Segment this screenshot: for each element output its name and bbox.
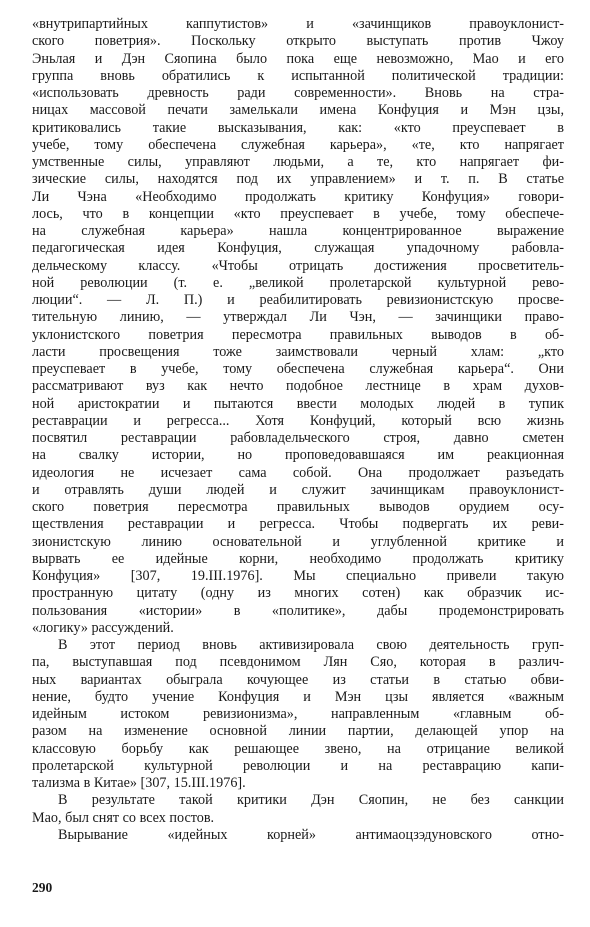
text-line: ществления реставрации и регресса. Чтобы подвергать их реви- xyxy=(32,516,564,533)
paragraph-4 xyxy=(32,827,564,844)
text-line: ной революции (т. е. „великой пролетарской культурной рево- xyxy=(32,274,564,291)
text-line: ласти просвещения тоже заимствовали черный хлам: „кто xyxy=(32,343,564,360)
text-line: и отравлять души людей и служит зачинщикам правоуклонист- xyxy=(32,481,564,498)
text-line: рассматривают вуз как нечто подобное лестнице в храм духов- xyxy=(32,378,564,395)
text-line: идеология не исчезает сама собой. Она продолжает разъедать xyxy=(32,464,564,481)
text-line: на свалку истории, но проповедовавшаяся им реакционная xyxy=(32,447,564,464)
text-line: тительную линию, — утверждал Ли Чэн, — зачинщики право- xyxy=(32,309,564,326)
text-line: группа вновь обратились к испытанной политической традиции: xyxy=(32,67,564,84)
text-line: нение, будто учение Конфуция и Мэн цзы является «важным xyxy=(32,688,564,705)
paragraph-3 xyxy=(32,792,564,827)
text-line: идейным истоком ревизионизма», направленным «главным об- xyxy=(32,706,564,722)
text-line: на служебная карьера» нашла концентрированное выражение xyxy=(32,223,564,239)
text-line: вырвать ее идейные корни, необходимо продолжать критику xyxy=(32,550,564,567)
text-line: посвятил реставрации рабовладельческого строя, давно сметен xyxy=(32,430,564,446)
text-line: разом на изменение основной линии партии, делающей упор на xyxy=(32,723,564,740)
text-line: реставрации и регресса... Хотя Конфуций, который всю жизнь xyxy=(32,412,564,429)
text-line: «логику» рассуждений. xyxy=(32,619,174,636)
text-line: Ли Чэна «Необходимо продолжать критику Конфуция» говори- xyxy=(32,188,564,205)
text-line: уклонистского поветрия пересмотра правильных выводов в об- xyxy=(32,326,564,343)
text-line: тализма в Китае» [307, 15.III.1976]. xyxy=(32,775,246,791)
text-line: пространную цитату (одну из многих сотен) как образчик ис- xyxy=(32,585,564,602)
page-body xyxy=(32,16,564,844)
text-line: Мао, был снят со всех постов. xyxy=(32,809,215,826)
page-number: 290 xyxy=(32,880,53,895)
text-line: «внутрипартийных каппутистов» и «зачинщиков правоуклонист- xyxy=(32,16,564,32)
text-line: Вырывание «идейных корней» антимаоцзэдуновского отно- xyxy=(58,826,564,843)
text-line: пролетарской культурной революции и на реставрацию капи- xyxy=(32,757,564,774)
text-line: учебе, тому обеспечена служебная карьера», «те, кто напрягает xyxy=(32,136,564,153)
text-line: ского поветрия». Поскольку открыто выступать против Чжоу xyxy=(32,33,564,50)
text-line: преуспевает в учебе, тому обеспечена служебная карьера“. Они xyxy=(32,361,564,377)
text-line: пользования «истории» в «политике», дабы продемонстрировать xyxy=(32,602,564,619)
text-line: зические силы, находятся под их управлением» и т. п. В статье xyxy=(32,171,564,188)
text-line: лось, что в концепции «кто преуспевает в учебе, тому обеспече- xyxy=(32,205,564,222)
text-line: Конфуция» [307, 19.III.1976]. Мы специально привели такую xyxy=(32,568,564,584)
text-line: критиковались такие высказывания, как: «кто преуспевает в xyxy=(32,119,564,136)
text-line: люции“. — Л. П.) и реабилитировать ревизионистскую просве- xyxy=(32,292,564,308)
paragraph-2 xyxy=(32,637,564,792)
text-line: В результате такой критики Дэн Сяопин, не без санкции xyxy=(58,792,564,809)
text-line: ной аристократии и пытаются ввести молодых людей в тупик xyxy=(32,395,564,412)
text-line: классовую борьбу как решающее звено, на отрицание великой xyxy=(32,740,564,757)
text-line: умственные силы, управляют людьми, а те, кто напрягает фи- xyxy=(32,154,564,170)
text-line: «использовать древность ради современности». Вновь на стра- xyxy=(32,85,564,101)
text-line: ницах массовой печати замелькали имена Конфуция и Мэн цзы, xyxy=(32,102,564,119)
text-line: педагогическая идея Конфуция, служащая упадочному рабовла- xyxy=(32,240,564,257)
text-line: дельческому классу. «Чтобы отрицать достижения просветитель- xyxy=(32,257,564,274)
text-line: па, выступавшая под псевдонимом Лян Сяо, которая в различ- xyxy=(32,654,564,671)
text-line: В этот период вновь активизировала свою деятельность груп- xyxy=(58,637,564,653)
paragraph-1 xyxy=(32,16,564,637)
text-line: ского поветрия пересмотра правильных выводов орудием осу- xyxy=(32,499,564,515)
text-line: ных вариантах обыграла кочующее из статьи в статью обви- xyxy=(32,671,564,688)
text-line: зионистскую линию основательной и углубленной критике и xyxy=(32,533,564,550)
text-line: Эньлая и Дэн Сяопина было пока еще невозможно, Мао и его xyxy=(32,50,564,67)
